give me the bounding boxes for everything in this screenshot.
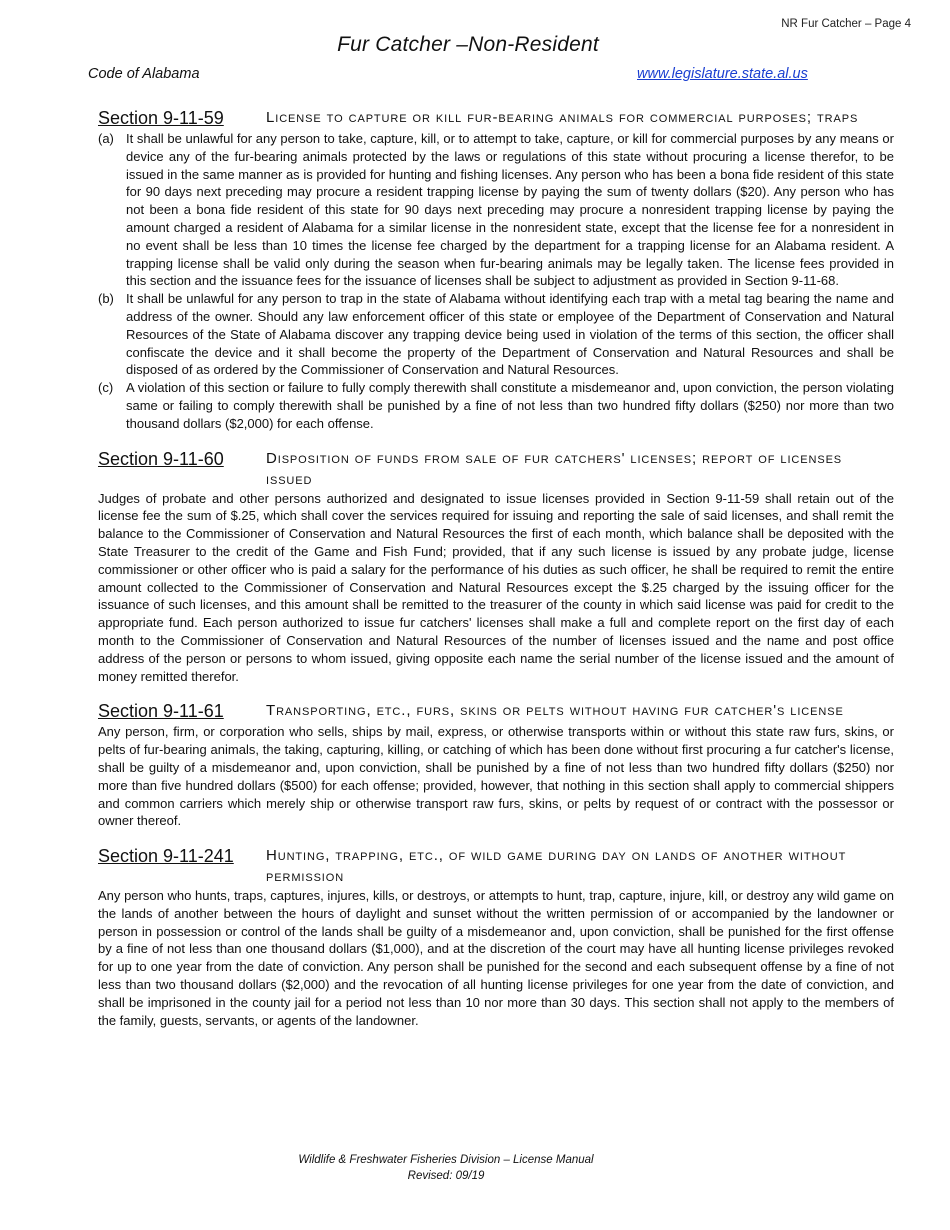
subsection-c [98, 379, 894, 432]
subsection-text: It shall be unlawful for any person to take, capture, kill, or to attempt to take, capture, or kill for commercial purposes by any means or device any of the fur-bearing animals protected by the laws or regulations of this state without procuring a license therefor, to be issued in the same manner as is provided for hunting and fishing licenses. Any person who has been a bona fide resident of this state for 90 days next preceding may procure a resident trapping license by paying the sum of twenty dollars ($20). Any person who has not been a bona fide resident of this state for 90 days next preceding may procure a nonresident trapping license by paying the amount charged a resident of Alabama for a similar license in the nonresident state, except that the license fee for a nonresident in no event shall be less than 10 times the license fee charged by the department for a trapping license for an Alabama resident. A trapping license shall be valid only during the season when fur-bearing animals may be legally taken. The license fees provided in this section and the issuance fees for the issuance of licenses shall be subject to adjustment as provided in Section 9-11-68. [126, 131, 894, 289]
legislature-website-link[interactable]: www.legislature.state.al.us [637, 66, 808, 82]
section-body: Any person, firm, or corporation who sells, ships by mail, express, or otherwise transports within or without this state raw furs, skins, or pelts of fur-bearing animals, the taking, capturing, killing, or catching of which has been done without first procuring a fur catcher's license, shall be guilty of a misdemeanor and, upon conviction, shall be punished by a fine of not less than two hundred fifty dollars ($250) nor more than five hundred dollars ($500) for each offense; provided, however, that nothing in this section shall apply to commercial shippers and common carriers which merely ship or otherwise transport raw furs, skins, or pelts by request of or contract with the possessor or owner thereof. [98, 724, 894, 829]
section-body: Any person who hunts, traps, captures, injures, kills, or destroys, or attempts to hunt, trap, capture, injure, kill, or destroy any wild game on the lands of another between the hours of daylight and sunset without the written permission of or accompanied by the landowner or person in possession or control of the lands shall be guilty of a misdemeanor and, upon conviction, shall be punished for the first offense by a fine of not less than one thousand dollars ($1,000), and at the discretion of the court may have all hunting license privileges revoked for up to one year from the date of conviction. Any person shall be punished for the second and each subsequent offense by a fine of not less than two thousand dollars ($2,000) and the revocation of all hunting license privileges for one year from the date of conviction, and shall be imprisoned in the county jail for a period not less than 10 nor more than 30 days. This section shall not apply to the members of the family, guests, servants, or agents of the landowner. [98, 888, 894, 1028]
section-number: Section 9-11-241 [98, 846, 234, 867]
section-title: License to capture or kill fur-bearing animals for commercial purposes; traps [266, 109, 859, 126]
document-body [98, 106, 894, 1043]
page-number-label: NR Fur Catcher – Page 4 [781, 18, 911, 30]
subsection-text: A violation of this section or failure to fully comply therewith shall constitute a misdemeanor and, upon conviction, the person violating same or failing to comply therewith shall be punished by a fine of not less than two hundred fifty dollars ($250) nor more than two thousand dollars ($2,000) for each offense. [126, 380, 894, 431]
subsection-list [98, 130, 894, 433]
subsection-label: (b) [98, 291, 114, 307]
footer-revised-line: Revised: 09/19 [407, 1170, 485, 1182]
section-9-11-60 [98, 447, 894, 686]
subsection-text: It shall be unlawful for any person to trap in the state of Alabama without identifying each trap with a metal tag bearing the name and address of the owner. Should any law enforcement officer of this state or employee of the Department of Conservation and Natural Resources of the State of Alabama discover any trapping device being used in violation of the terms of this section, the officer shall confiscate the device and it shall become the property of the Department of Conservation and Natural Resources and shall be disposed of as ordered by the Commissioner of Conservation and Natural Resources. [126, 291, 894, 378]
subsection-a [98, 130, 894, 290]
section-heading [98, 447, 894, 490]
subsection-b [98, 290, 894, 379]
section-9-11-61 [98, 699, 894, 830]
code-of-alabama-label: Code of Alabama [88, 66, 200, 82]
section-body: Judges of probate and other persons authorized and designated to issue licenses provided in Section 9-11-59 shall retain out of the license fee the sum of $.25, which shall cover the services required for issuing and reporting the sale of said licenses, and shall remit the balance to the Commissioner of Conservation and Natural Resources the first of each month, which balance shall be deposited with the State Treasurer to the credit of the Game and Fish Fund; provided, that if any such license is issued by any probate judge, license commissioner or other officer who is paid a salary for the performance of his duties as such officer, he shall be required to remit the entire amount collected to the Commissioner of Conservation and Natural Resources except the $.25 charged by the issuing officer for the issuance of such licenses, and this amount shall be remitted to the treasurer of the county in which said license was paid for credit to the appropriate fund. Each person authorized to issue fur catchers' licenses shall make a full and complete report on the first day of each month to the Commissioner of Conservation and Natural Resources of the number of licenses issued and the name and post office address of the person or persons to whom issued, giving opposite each name the serial number of the license issued and the amount of money remitted therefor. [98, 490, 894, 684]
document-title: Fur Catcher –Non-Resident [337, 33, 599, 56]
section-number: Section 9-11-61 [98, 701, 224, 722]
footer-division-line: Wildlife & Freshwater Fisheries Division – License Manual [298, 1154, 594, 1166]
section-title: Hunting, trapping, etc., of wild game during day on lands of another without permission [266, 847, 847, 886]
subsection-label: (c) [98, 380, 114, 396]
section-heading [98, 844, 894, 887]
section-number: Section 9-11-59 [98, 108, 224, 128]
section-title: Transporting, etc., furs, skins or pelts without having fur catcher's license [266, 702, 844, 720]
section-heading [98, 106, 894, 130]
section-9-11-241 [98, 844, 894, 1029]
section-9-11-59 [98, 106, 894, 433]
subsection-label: (a) [98, 131, 114, 146]
page-footer [0, 1152, 892, 1184]
section-heading [98, 699, 894, 723]
section-number: Section 9-11-60 [98, 448, 224, 469]
section-title: Disposition of funds from sale of fur catchers' licenses; report of licenses issued [266, 449, 843, 488]
